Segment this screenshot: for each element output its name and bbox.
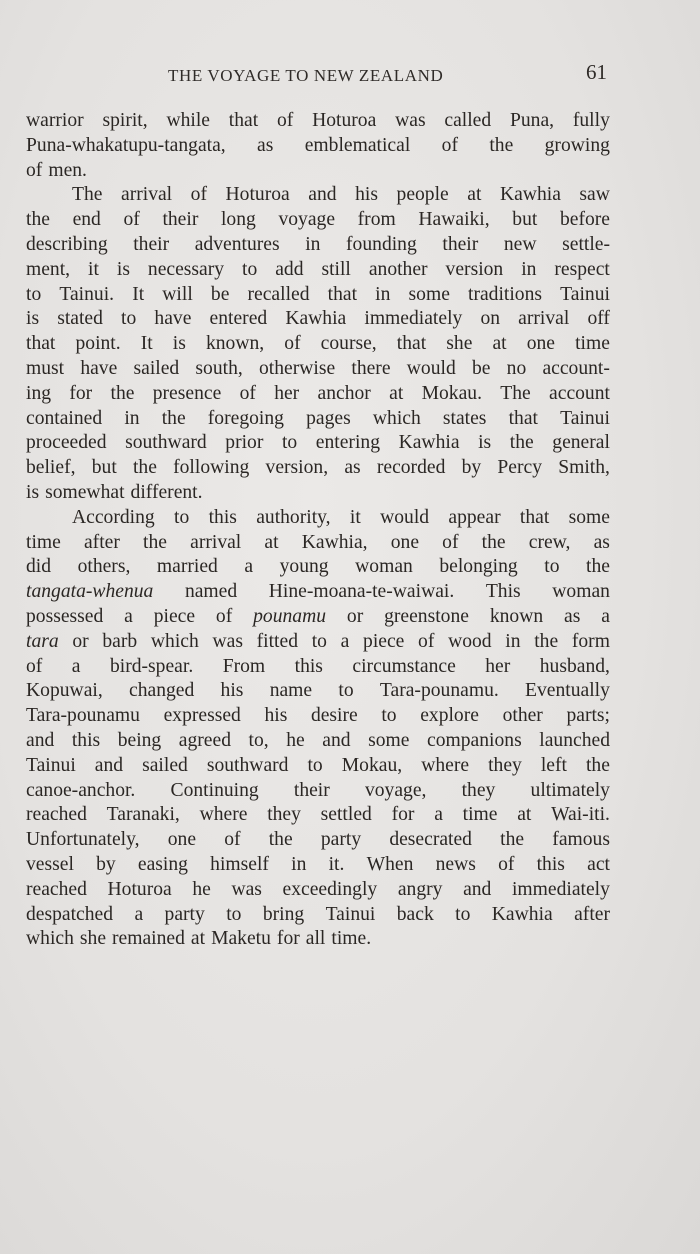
text-line: proceeded southward prior to entering Kawhia is the general [26, 432, 610, 454]
text-line: of men. [26, 159, 87, 181]
text-line: ment, it is necessary to add still another version in respect [26, 258, 610, 280]
text-line: tara or barb which was fitted to a piece of wood in the form [26, 630, 610, 652]
text-line: is somewhat different. [26, 481, 203, 503]
text-line: Kopuwai, changed his name to Tara-pounamu. Eventually [26, 680, 610, 702]
text-line: warrior spirit, while that of Hoturoa was called Puna, fully [26, 110, 610, 131]
body-text [26, 109, 610, 952]
text-line: must have sailed south, otherwise there would be no account- [26, 357, 610, 379]
text-line: ing for the presence of her anchor at Mokau. The account [26, 382, 610, 404]
text-line: The arrival of Hoturoa and his people at Kawhia saw [72, 184, 610, 206]
text-line: which she remained at Maketu for all time. [26, 928, 372, 950]
text-line: canoe-anchor. Continuing their voyage, they ultimately [26, 779, 610, 801]
text-line: of a bird-spear. From this circumstance her husband, [26, 655, 610, 677]
text-line: contained in the foregoing pages which states that Tainui [26, 407, 610, 429]
text-line: time after the arrival at Kawhia, one of the crew, as [26, 531, 610, 553]
text-line: belief, but the following version, as recorded by Percy Smith, [26, 457, 610, 479]
text-line: Unfortunately, one of the party desecrated the famous [26, 829, 610, 851]
page-number: 61 [586, 60, 607, 84]
text-line: that point. It is known, of course, that she at one time [26, 333, 610, 355]
text-line: to Tainui. It will be recalled that in some traditions Tainui [26, 283, 610, 305]
running-head-title: THE VOYAGE TO NEW ZEALAND [168, 66, 444, 85]
text-line: is stated to have entered Kawhia immediately on arrival off [26, 308, 610, 330]
text-line: Puna-whakatupu-tangata, as emblematical of the growing [26, 134, 610, 156]
text-line: Tara-pounamu expressed his desire to explore other parts; [26, 705, 610, 727]
text-line: describing their adventures in founding their new settle- [26, 233, 610, 255]
text-line: despatched a party to bring Tainui back to Kawhia after [26, 903, 610, 925]
text-line: Tainui and sailed southward to Mokau, where they left the [26, 754, 610, 776]
text-line: possessed a piece of pounamu or greenstone known as a [26, 605, 610, 627]
text-line: vessel by easing himself in it. When news of this act [26, 853, 610, 875]
text-line: According to this authority, it would appear that some [72, 506, 610, 528]
text-line: and this being agreed to, he and some companions launched [26, 729, 610, 751]
text-line: reached Taranaki, where they settled for a time at Wai-iti. [26, 804, 610, 826]
text-line: did others, married a young woman belonging to the [26, 556, 610, 578]
text-line: tangata-whenua named Hine-moana-te-waiwai. This woman [26, 581, 610, 603]
text-line: the end of their long voyage from Hawaiki, but before [26, 209, 610, 231]
text-line: reached Hoturoa he was exceedingly angry and immediately [26, 878, 610, 900]
